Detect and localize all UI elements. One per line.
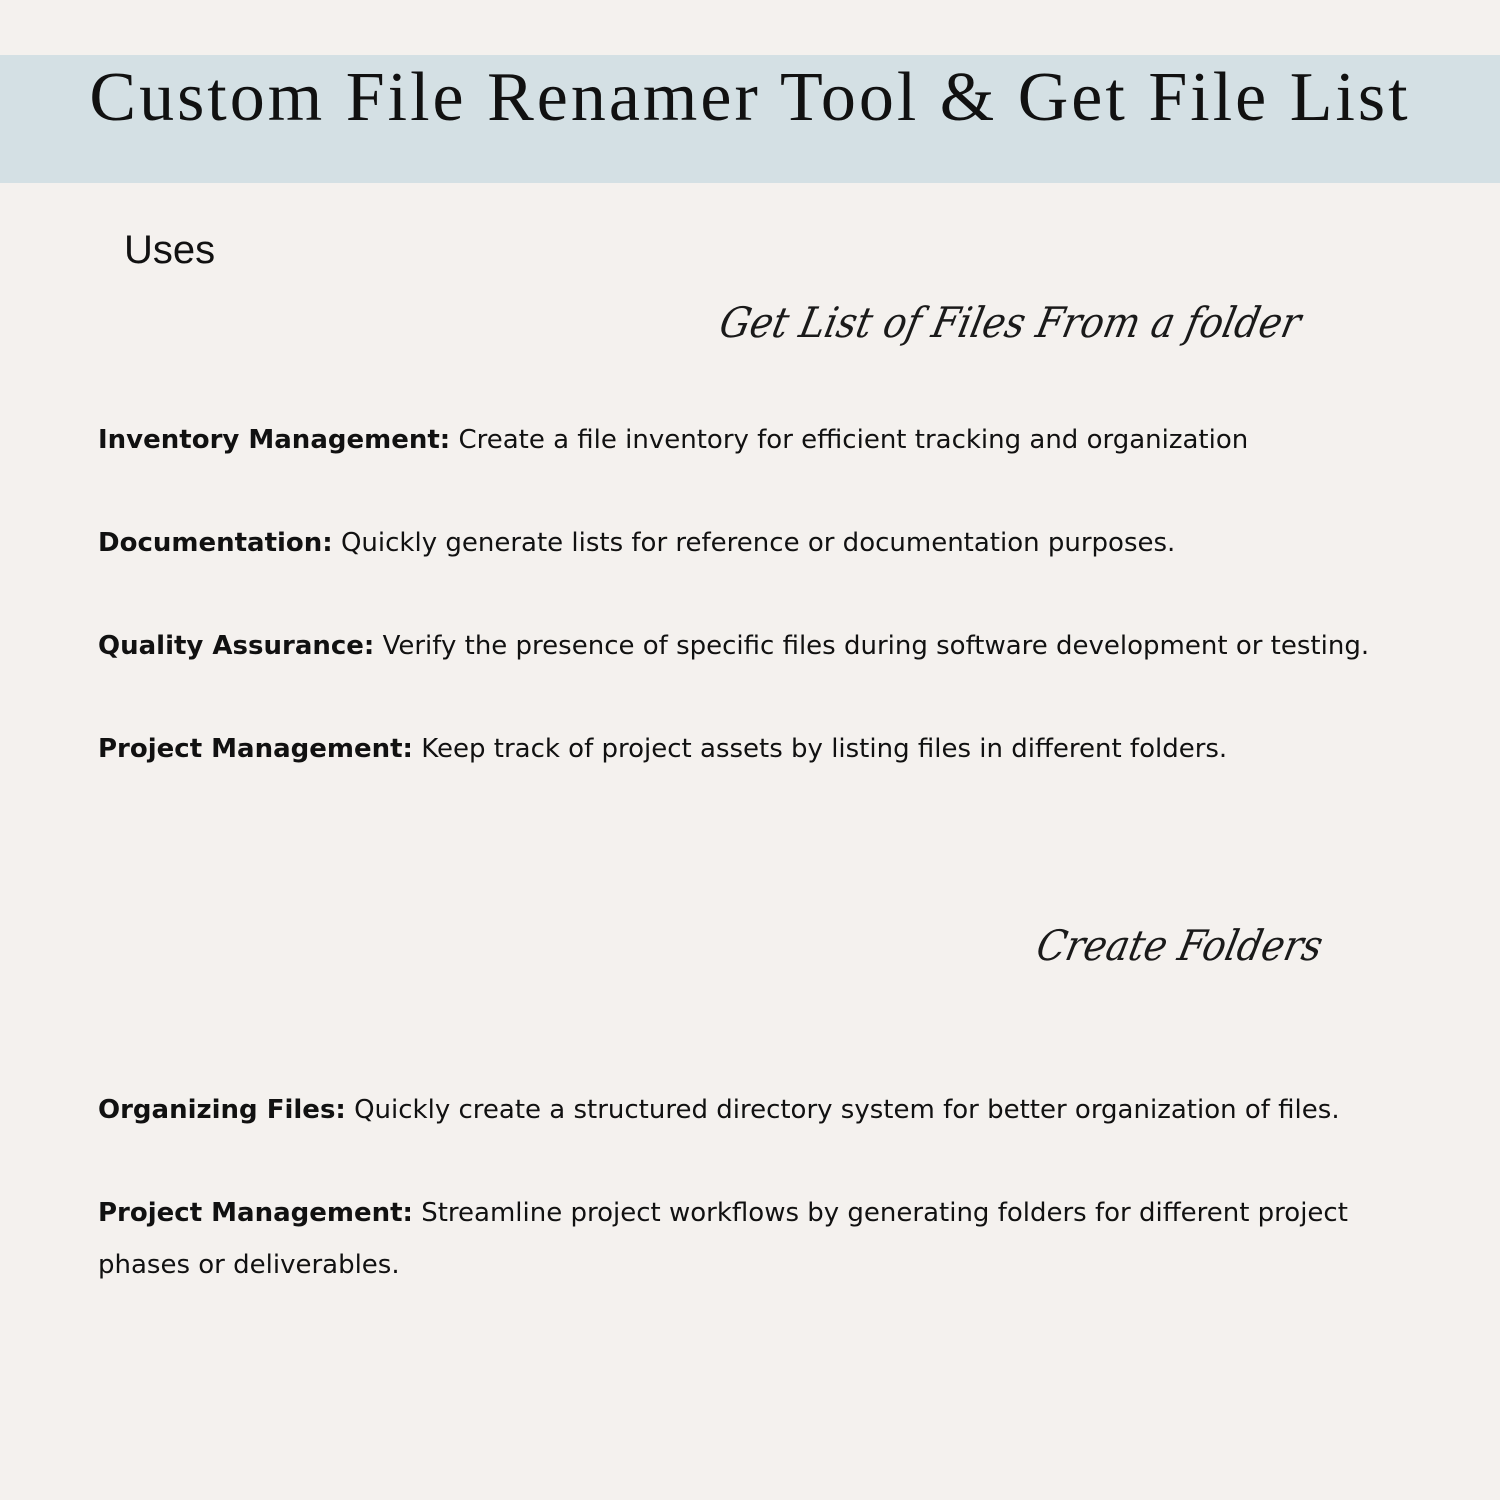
- use-description: Keep track of project assets by listing files in different folders.: [421, 734, 1228, 764]
- use-description: Quickly create a structured directory system for better organization of files.: [354, 1095, 1340, 1125]
- use-item-project-management-list: [98, 723, 1398, 775]
- use-description: Streamline project workflows by generating folders for different project phases or deliverables.: [98, 1198, 1348, 1280]
- use-description: Verify the presence of specific files during software development or testing.: [382, 631, 1370, 661]
- section-heading-create-folders: Create Folders: [1032, 921, 1328, 970]
- use-term: Quality Assurance:: [98, 631, 375, 661]
- use-term: Organizing Files:: [98, 1095, 346, 1125]
- use-description: Quickly generate lists for reference or documentation purposes.: [340, 528, 1176, 558]
- use-term: Documentation:: [98, 528, 333, 558]
- use-description: Create a file inventory for efficient tracking and organization: [458, 425, 1249, 455]
- use-item-documentation: [98, 517, 1398, 569]
- use-item-quality-assurance: [98, 620, 1398, 672]
- section-heading-get-list: Get List of Files From a folder: [715, 298, 1306, 347]
- page-title: Custom File Renamer Tool & Get File List: [89, 59, 1411, 136]
- use-term: Inventory Management:: [98, 425, 451, 455]
- use-item-inventory-management: [98, 414, 1398, 466]
- use-term: Project Management:: [98, 1198, 413, 1228]
- use-item-project-management-folders: [98, 1187, 1388, 1291]
- use-term: Project Management:: [98, 734, 413, 764]
- uses-heading: Uses: [124, 228, 216, 272]
- use-item-organizing-files: [98, 1084, 1398, 1136]
